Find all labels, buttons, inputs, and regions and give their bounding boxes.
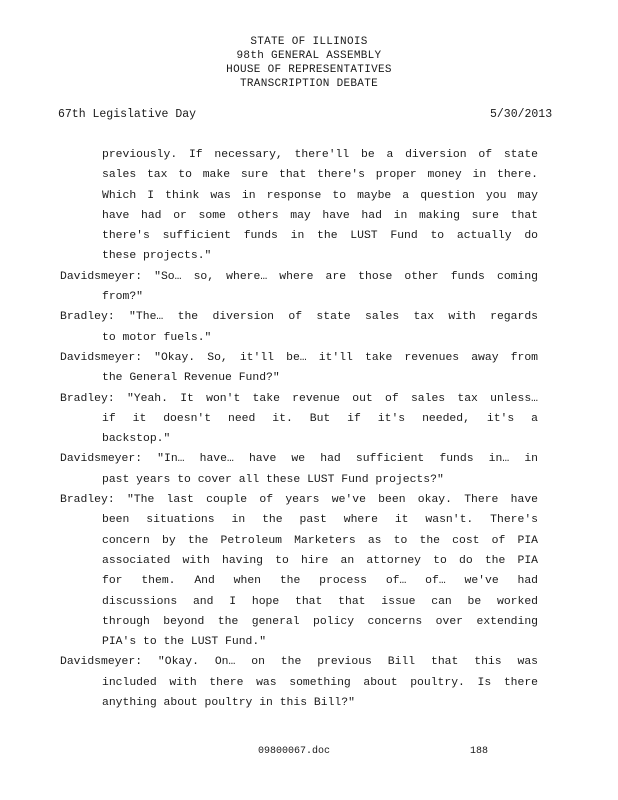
transcript-line: the General Revenue Fund?"	[102, 372, 280, 385]
transcript-line: for them. And when the process of… of… we've had	[102, 575, 538, 588]
transcript-line: if it doesn't need it. But if it's needed, it's a	[102, 412, 538, 425]
transcript-line: been situations in the past where it wasn't. There's	[102, 514, 538, 527]
transcript-line: to motor fuels."	[102, 331, 212, 344]
transcript-line: sales tax to make sure that there's proper money in there.	[102, 169, 538, 182]
transcript-line: concern by the Petroleum Marketers as to the cost of PIA	[102, 534, 538, 547]
transcript-line: these projects."	[102, 250, 212, 263]
header-debate: TRANSCRIPTION DEBATE	[239, 78, 379, 90]
transcript-line: previously. If necessary, there'll be a diversion of state	[102, 149, 538, 161]
transcript-line: PIA's to the LUST Fund."	[102, 636, 267, 649]
session-date: 5/30/2013	[490, 108, 553, 121]
transcript-line: from?"	[102, 291, 144, 304]
transcript-line: past years to cover all these LUST Fund projects?"	[102, 473, 444, 486]
transcript-body	[60, 145, 538, 713]
transcript-line: Davidsmeyer: "So… so, where… where are those other funds coming	[60, 270, 538, 283]
header-assembly: 98th GENERAL ASSEMBLY	[236, 50, 382, 62]
transcript-line: Which I think was in response to maybe a question you may	[102, 189, 538, 202]
footer-doc-id: 09800067.doc	[258, 746, 331, 757]
transcript-line: have had or some others may have had in making sure that	[102, 209, 538, 222]
transcript-line: Davidsmeyer: "Okay. So, it'll be… it'll take revenues away from	[60, 351, 538, 364]
transcript-line: discussions and I hope that that issue can be worked	[102, 595, 538, 608]
transcript-line: associated with having to hire an attorney to do the PIA	[102, 554, 538, 567]
transcript-line: anything about poultry in this Bill?"	[102, 697, 355, 710]
header-house: HOUSE OF REPRESENTATIVES	[226, 64, 392, 76]
transcript-line: included with there was something about poultry. Is there	[102, 676, 538, 689]
transcript-line: through beyond the general policy concerns over extending	[102, 615, 538, 628]
transcript-line: backstop."	[102, 433, 171, 446]
footer-page-number: 188	[470, 746, 489, 757]
transcript-line: Davidsmeyer: "Okay. On… on the previous Bill that this was	[60, 656, 538, 669]
transcript-line: Bradley: "The… the diversion of state sales tax with regards	[60, 311, 538, 324]
transcript-line: there's sufficient funds in the LUST Fund to actually do	[102, 230, 538, 243]
legislative-day: 67th Legislative Day	[58, 108, 197, 121]
transcript-line: Davidsmeyer: "In… have… have we had sufficient funds in… in	[60, 453, 538, 466]
transcript-line: Bradley: "Yeah. It won't take revenue out of sales tax unless…	[60, 392, 538, 405]
transcript-line: Bradley: "The last couple of years we've been okay. There have	[60, 494, 538, 507]
header-state: STATE OF ILLINOIS	[250, 36, 368, 48]
